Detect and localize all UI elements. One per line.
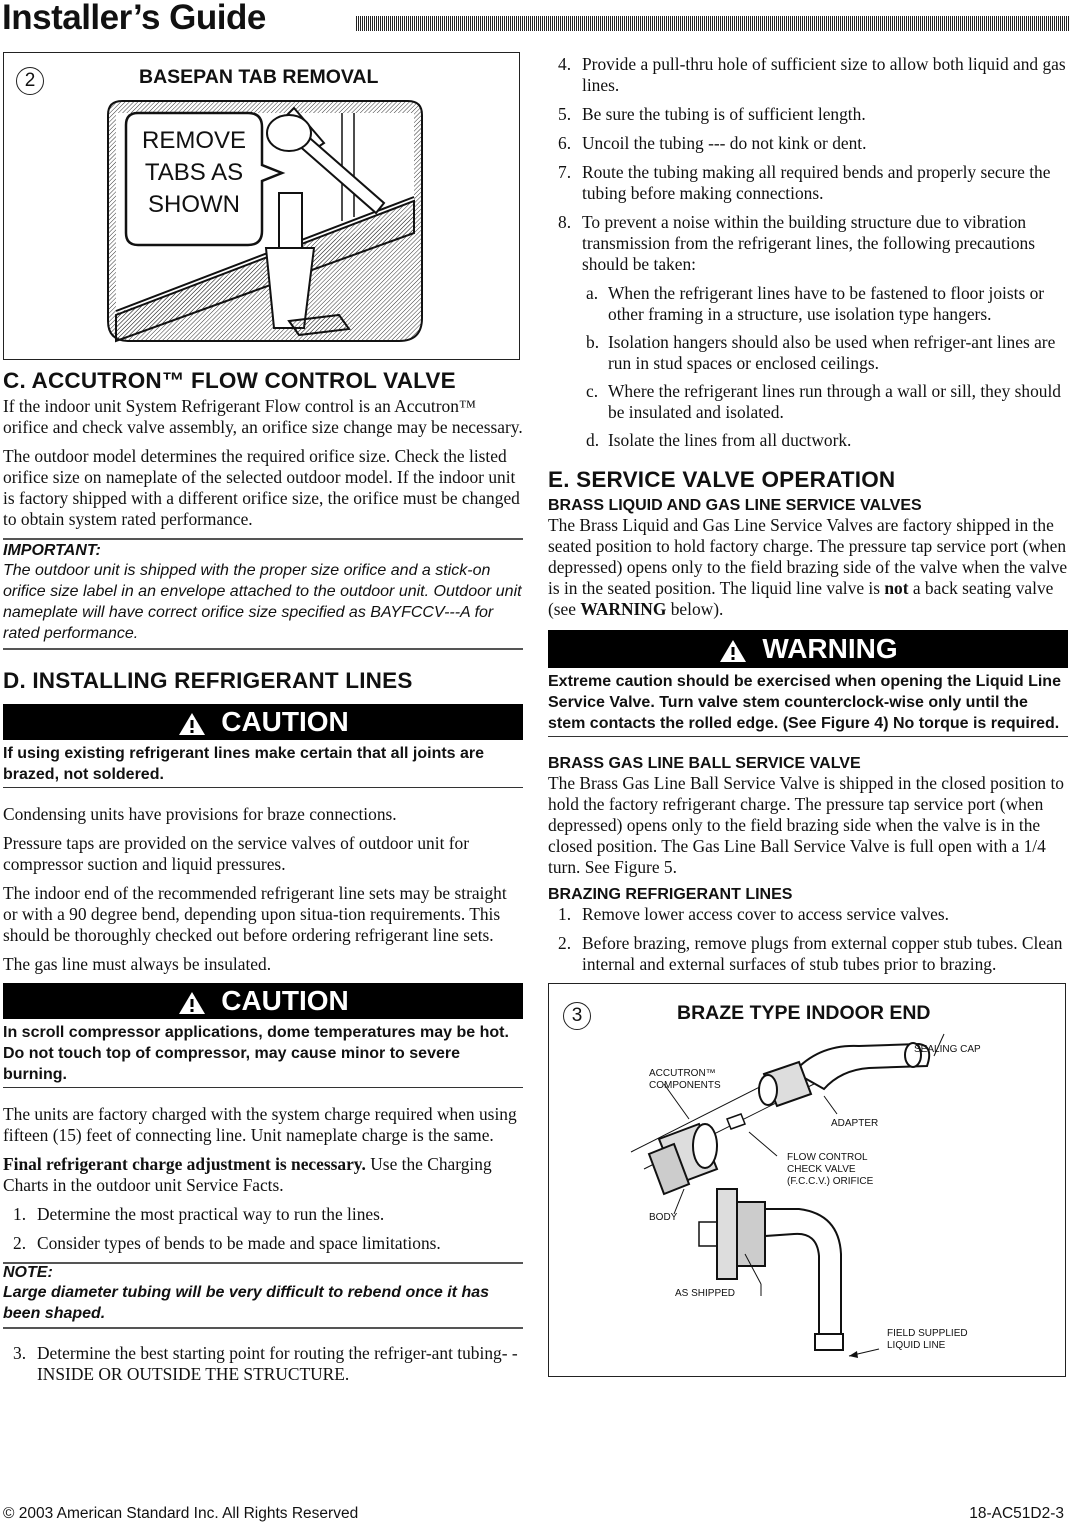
list-item: b. Isolation hangers should also be used when refriger-ant lines are run in stud spaces or enclosed ceilings. [586,332,1056,373]
list-item: c. Where the refrigerant lines run through a wall or sill, they should be insulated and isolated. [586,381,1061,422]
section-d-paragraph-5: The units are factory charged with the system charge required when using fifteen (15) feet of connecting line. Unit nameplate charge is the same. [3,1104,517,1145]
paragraph-text: Use the Charging Charts in the outdoor unit Service Facts. [3,1154,492,1195]
label-sealing-cap: SEALING CAP [914,1044,981,1055]
warning-banner [548,630,1068,668]
page-header [0,0,1070,40]
footer-copyright: © 2003 American Standard Inc. All Rights Reserved [3,1505,359,1522]
divider [548,736,1068,737]
caution-banner [3,704,523,740]
warning-label: WARNING [762,633,898,664]
numbered-list [3,1204,523,1254]
divider [3,787,523,788]
numbered-list [3,1343,523,1385]
section-c-paragraph-1: If the indoor unit System Refrigerant Flow control is an Accutron™ orifice and check valve assembly, an orifice size change may be necessary. [3,396,523,437]
footer-doc-number: 18-AC51D2-3 [969,1505,1064,1522]
left-column [3,44,523,1393]
section-d-paragraph-6 [3,1154,523,1196]
figure-number: 3 [563,1002,591,1030]
page-title: Installer’s Guide [2,0,266,37]
list-item: 4. Provide a pull-thru hole of sufficient size to allow both liquid and gas lines. [558,54,1066,95]
section-d-paragraph-1: Condensing units have provisions for braze connections. [3,804,397,824]
important-heading: IMPORTANT: [3,542,101,559]
list-item: 1. Remove lower access cover to access service valves. [558,904,949,924]
section-d-paragraph-2: Pressure taps are provided on the service valves of outdoor unit for compressor suction and liquid pressures. [3,833,470,874]
important-text: The outdoor unit is shipped with the proper size orifice and a stick-on orifice size label in an envelope attached to the outdoor unit. Outdoor unit nameplate will have correct orifice size specified as BAYFCCV---A for rated performance. [3,562,522,642]
list-item: 7. Route the tubing making all required bends and properly secure the tubing before making connections. [558,162,1051,203]
list-item: 3. Determine the best starting point for routing the refriger-ant tubing- -INSIDE OR OUTSIDE THE STRUCTURE. [13,1343,518,1384]
subheading: BRASS GAS LINE BALL SERVICE VALVE [548,755,861,772]
label-body: BODY [649,1212,678,1223]
note-text: Large diameter tubing will be very difficult to rebend once it has been shaped. [3,1284,490,1322]
label-fccv: FLOW CONTROL CHECK VALVE (F.C.C.V.) ORIFICE [787,1152,874,1187]
list-item: 2. Before brazing, remove plugs from external copper stub tubes. Clean internal and external surfaces of stub tubes prior to brazing. [558,933,1063,974]
callout-line-2: TABS AS [144,159,244,186]
caution-label: CAUTION [221,985,349,1016]
figure-callout [128,125,260,221]
callout-line-1: REMOVE [141,127,246,154]
figure-title: BASEPAN TAB REMOVAL [139,66,379,88]
bold-text: Final refrigerant charge adjustment is necessary. [3,1154,366,1174]
warning-text: Extreme caution should be exercised when opening the Liquid Line Service Valve. Turn valve stem counterclock-wise only until the stem contacts the rolled edge. (See Figure 4) No torque is required. [548,673,1061,732]
warning-triangle-icon [177,711,207,737]
section-d-paragraph-4: The gas line must always be insulated. [3,954,272,974]
label-as-shipped: AS SHIPPED [675,1288,736,1299]
section-e-heading: E. SERVICE VALVE OPERATION [548,467,896,492]
divider [3,648,523,650]
section-d-heading: D. INSTALLING REFRIGERANT LINES [3,668,413,693]
label-accutron: ACCUTRON™ COMPONENTS [649,1068,721,1091]
list-item: 1. Determine the most practical way to run the lines. [13,1204,385,1224]
caution-banner [3,983,523,1019]
right-column [548,54,1068,1377]
section-d-paragraph-3: The indoor end of the recommended refrigerant line sets may be straight or with a 90 degree bend, depending upon situa-tion requirements. This should be thoroughly checked out before ordering refrigerant line sets. [3,883,507,945]
warning-triangle-icon [177,990,207,1016]
caution-text: In scroll compressor applications, dome temperatures may be hot. Do not touch top of compressor, may cause minor to severe burning. [3,1024,509,1083]
figure-title: BRAZE TYPE INDOOR END [677,1002,931,1024]
list-item: 5. Be sure the tubing is of sufficient length. [558,104,866,124]
divider [3,1087,523,1088]
divider [3,538,523,540]
subheading: BRASS LIQUID AND GAS LINE SERVICE VALVES [548,497,922,514]
figure-2 [3,52,520,360]
note-heading: NOTE: [3,1264,53,1281]
subheading: BRAZING REFRIGERANT LINES [548,886,793,903]
header-rule [356,16,1070,31]
section-c-heading: C. ACCUTRON™ FLOW CONTROL VALVE [3,368,456,393]
caution-label: CAUTION [221,706,349,737]
numbered-list [548,904,1068,975]
numbered-list [548,54,1068,275]
callout-line-3: SHOWN [148,191,240,218]
section-e-paragraph-1: The Brass Liquid and Gas Line Service Valves are factory shipped in the seated position to hold factory charge. The pressure tap service port (when depressed) opens only to the field brazing side of the valve when the valve is in the seated position. The liquid line valve is not a back seating valve (see WARNING below). [548,515,1068,619]
list-item: 2. Consider types of bends to be made and space limitations. [13,1233,441,1253]
caution-text: If using existing refrigerant lines make certain that all joints are brazed, not soldered. [3,745,485,783]
list-item: 8. To prevent a noise within the building structure due to vibration transmission from the refrigerant lines, the following precautions should be taken: [558,212,1036,274]
divider [3,1327,523,1329]
warning-triangle-icon [718,638,748,664]
section-c-paragraph-2: The outdoor model determines the required orifice size. Check the listed orifice size on nameplate of the selected outdoor model. If the indoor unit is factory shipped with a different orifice size, the orifice must be changed to obtain system rated performance. [3,446,520,529]
section-e-paragraph-2: The Brass Gas Line Ball Service Valve is shipped in the closed position to hold the factory refrigerant charge. The pressure tap service port (when depressed) opens only to the field brazing side when the valve is in the closed position. The Gas Line Ball Service Valve is full open with a 1/4 turn. See Figure 5. [548,773,1064,877]
basepan-illustration [4,53,519,359]
list-item: 6. Uncoil the tubing --- do not kink or dent. [558,133,867,153]
figure-number: 2 [16,67,44,95]
label-field-supplied: FIELD SUPPLIED LIQUID LINE [887,1328,968,1351]
list-item: a. When the refrigerant lines have to be fastened to floor joists or other framing in a structure, use isolation type hangers. [586,283,1045,324]
label-adapter: ADAPTER [831,1118,879,1129]
figure-3 [548,983,1066,1377]
diagram-labels [549,984,1065,1376]
lettered-list [548,283,1068,451]
list-item: d. Isolate the lines from all ductwork. [586,430,852,450]
